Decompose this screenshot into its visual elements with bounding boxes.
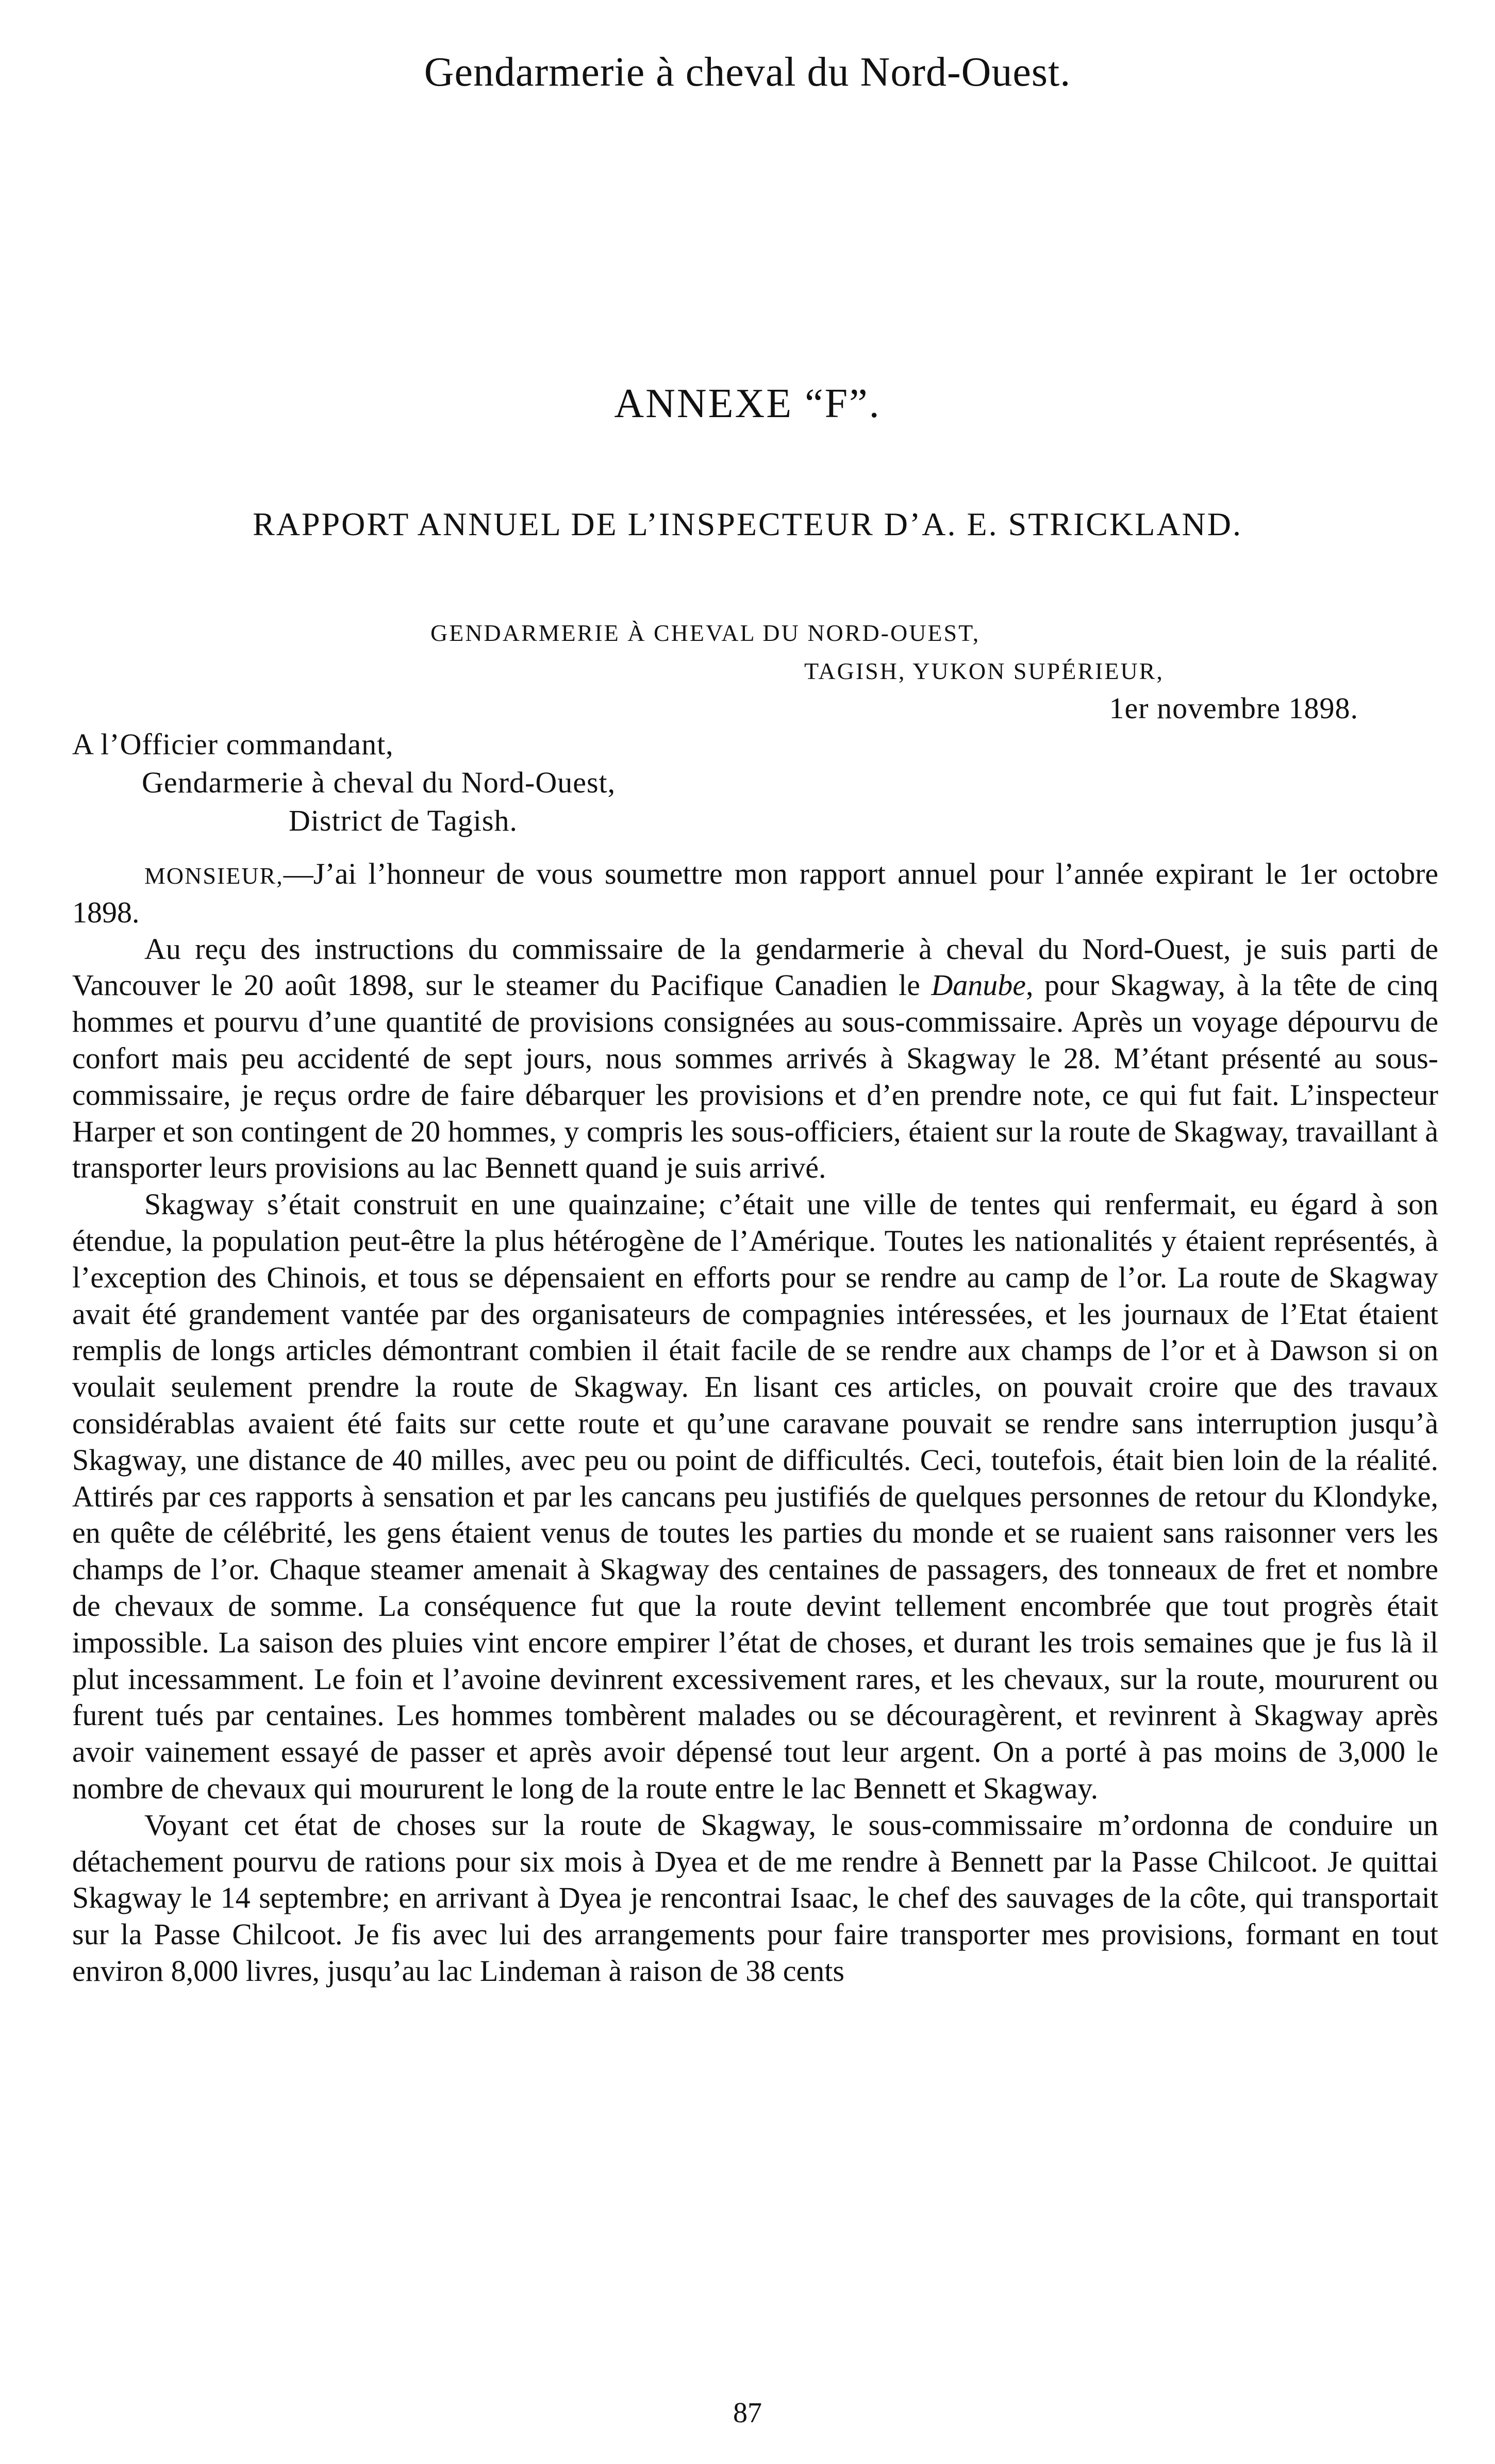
addressee-line-2: Gendarmerie à cheval du Nord-Ouest, [142,766,616,799]
paragraph-2-text-a: Au reçu des instructions du commissaire de la gendarmerie à cheval du Nord-Ouest, je suis parti de Vancouver le 20 août 1898, sur le steamer du Pacifique Canadien le [72,932,1438,1002]
body-text [72,856,1438,1990]
addressee-line-1: A l’Officier commandant, [72,727,394,761]
sender-line-2-text: TAGISH, YUKON SUPÉRIEUR, [804,658,1164,684]
ship-name: Danube [931,968,1026,1002]
letter-date: 1er novembre 1898. [1109,691,1358,725]
paragraph-1-text: —J’ai l’honneur de vous soumettre mon rapport annuel pour l’année expirant le 1er octobre 1898. [72,857,1438,929]
salutation: MONSIEUR, [144,863,284,889]
sender-line-1-text: GENDARMERIE À CHEVAL DU NORD-OUEST, [430,620,981,646]
paragraph-3: Skagway s’était construit en une quainzaine; c’était une ville de tentes qui renfermait, eu égard à son étendue, la population peut-être la plus hétérogène de l’Amérique. Toutes les nationalités y étaient représentés, à l’exception des Chinois, et tous se dépensaient en efforts pour se rendre au camp de l’or. La route de Skagway avait été grandement vantée par des organisateurs de compagnies intéressées, et les journaux de l’Etat étaient remplis de longs articles démontrant combien il était facile de se rendre aux champs de l’or et à Dawson si on voulait seulement prendre la route de Skagway. En lisant ces articles, on pouvait croire que des travaux considérablas avaient été faits sur cette route et qu’une caravane pouvait se rendre sans interruption jusqu’à Skagway, une distance de 40 milles, avec peu ou point de difficultés. Ceci, toutefois, était bien loin de la réalité. Attirés par ces rapports à sensation et par les cancans peu justifiés de quelques personnes de retour du Klondyke, en quête de célébrité, les gens étaient venus de toutes les parties du monde et se ruaient sans raisonner vers les champs de l’or. Chaque steamer amenait à Skagway des centaines de passagers, des tonneaux de fret et nombre de chevaux de somme. La conséquence fut que la route devint tellement encombrée que tout progrès était impossible. La saison des pluies vint encore empirer l’état de choses, et durant les trois semaines que je fus là il plut incessamment. Le foin et l’avoine devinrent excessivement rares, et les chevaux, sur la route, moururent ou furent tués par centaines. Les hommes tombèrent malades ou se découragèrent, et revinrent à Skagway après avoir vainement essayé de passer et après avoir dépensé tout leur argent. On a porté à pas moins de 3,000 le nombre de chevaux qui moururent le long de la route entre le lac Bennett et Skagway. [72,1187,1438,1805]
paragraph-4: Voyant cet état de choses sur la route de Skagway, le sous-commissaire m’ordonna de conduire un détachement pourvu de rations pour six mois à Dyea et de me rendre à Bennett par la Passe Chilcoot. Je quittai Skagway le 14 septembre; en arrivant à Dyea je rencontrai Isaac, le chef des sauvages de la côte, qui transportait sur la Passe Chilcoot. Je fis avec lui des arrangements pour faire transporter mes provisions, formant en tout environ 8,000 livres, jusqu’au lac Lindeman à raison de 38 cents [72,1808,1438,1988]
paragraph-2 [72,931,1438,1187]
annex-title: ANNEXE “F”. [614,381,881,426]
page-number: 87 [733,2397,762,2429]
running-head: Gendarmerie à cheval du Nord-Ouest. [424,49,1071,95]
paragraph-1 [72,856,1438,931]
sender-line-1 [430,614,980,648]
paragraph-2-text-b: , pour Skagway, à la tête de cinq hommes et pourvu d’une quantité de provisions consignées au sous-commissaire. Après un voyage dépourvu de confort mais peu accidenté de sept jours, nous sommes arrivés à Skagway le 28. M’étant présenté au sous-commissaire, je reçus ordre de faire débarquer les provisions et d’en prendre note, ce qui fut fait. L’inspecteur Harper et son contingent de 20 hommes, y compris les sous-officiers, étaient sur la route de Skagway, travaillant à transporter leurs provisions au lac Bennett quand je suis arrivé. [72,968,1439,1185]
sender-line-2 [804,652,1164,686]
addressee-line-3: District de Tagish. [289,804,518,837]
report-title: RAPPORT ANNUEL DE L’INSPECTEUR D’A. E. STRICKLAND. [253,506,1242,542]
